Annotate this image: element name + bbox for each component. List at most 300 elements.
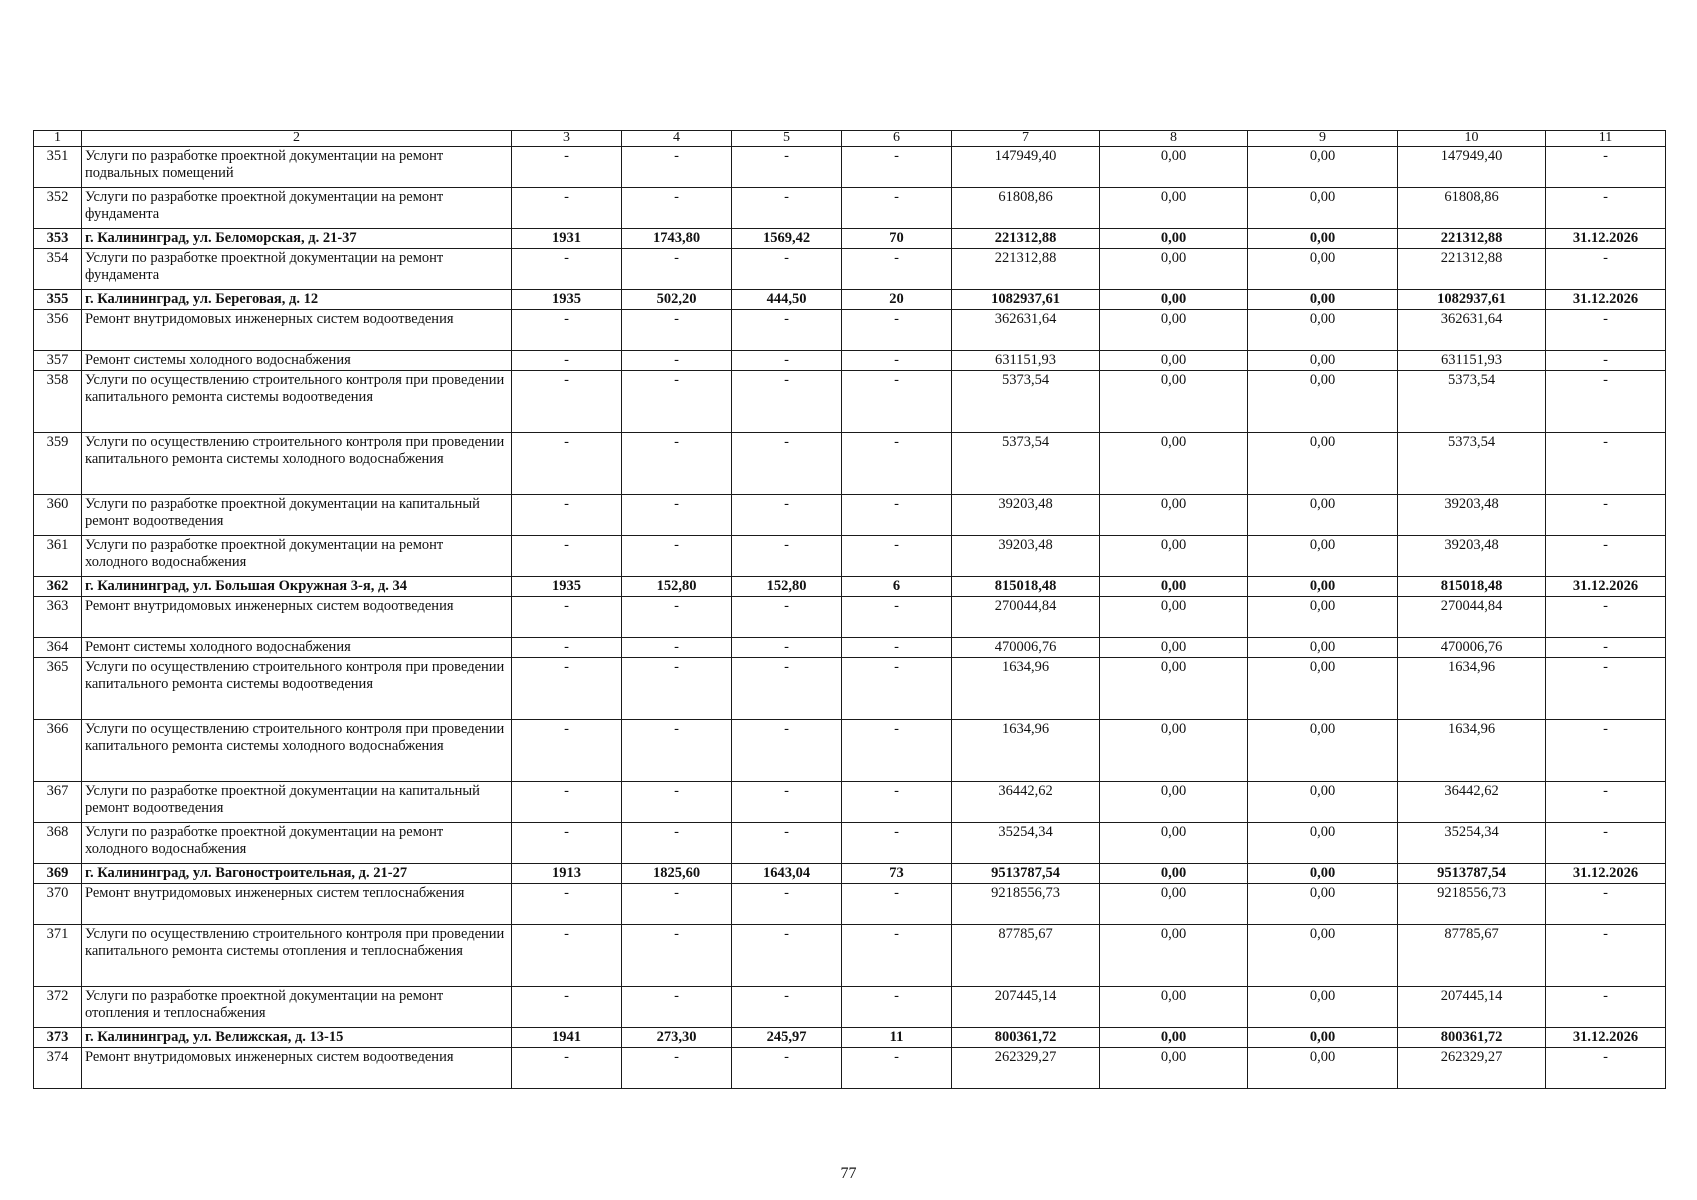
cell-owner-cost: 39203,48: [1398, 495, 1546, 536]
table-row: [34, 351, 1666, 371]
address-row: [34, 290, 1666, 310]
cell-total-cost: 87785,67: [952, 925, 1100, 987]
cell-year: -: [512, 925, 622, 987]
cell-owner-cost: 1634,96: [1398, 720, 1546, 782]
cell-budget-cost: 0,00: [1248, 290, 1398, 310]
table-row: [34, 536, 1666, 577]
cell-total-cost: 1634,96: [952, 720, 1100, 782]
cell-fund-cost: 0,00: [1100, 720, 1248, 782]
cell-year: -: [512, 147, 622, 188]
cell-row-number: 352: [34, 188, 82, 229]
address-row: [34, 229, 1666, 249]
cell-year: 1931: [512, 229, 622, 249]
cell-area-total: 502,20: [622, 290, 732, 310]
cell-description: г. Калининград, ул. Беломорская, д. 21-37: [82, 229, 512, 249]
cell-residents: 11: [842, 1028, 952, 1048]
cell-fund-cost: 0,00: [1100, 1048, 1248, 1089]
cell-budget-cost: 0,00: [1248, 351, 1398, 371]
cell-completion-date: -: [1546, 823, 1666, 864]
cell-owner-cost: 362631,64: [1398, 310, 1546, 351]
cell-row-number: 367: [34, 782, 82, 823]
cell-residents: 20: [842, 290, 952, 310]
cell-description: Услуги по осуществлению строительного контроля при проведении капитального ремонта системы водоотведения: [82, 658, 512, 720]
cell-row-number: 362: [34, 577, 82, 597]
cell-fund-cost: 0,00: [1100, 987, 1248, 1028]
cell-budget-cost: 0,00: [1248, 229, 1398, 249]
cell-area-total: 1825,60: [622, 864, 732, 884]
cell-completion-date: 31.12.2026: [1546, 577, 1666, 597]
cell-area-living: -: [732, 371, 842, 433]
cell-area-total: -: [622, 495, 732, 536]
cell-fund-cost: 0,00: [1100, 310, 1248, 351]
cell-owner-cost: 631151,93: [1398, 351, 1546, 371]
cell-area-living: -: [732, 658, 842, 720]
cell-completion-date: 31.12.2026: [1546, 1028, 1666, 1048]
column-header-4: 4: [622, 131, 732, 147]
table-row: [34, 823, 1666, 864]
cell-owner-cost: 147949,40: [1398, 147, 1546, 188]
cell-fund-cost: 0,00: [1100, 638, 1248, 658]
cell-residents: -: [842, 658, 952, 720]
cell-area-total: -: [622, 310, 732, 351]
cell-description: Ремонт системы холодного водоснабжения: [82, 638, 512, 658]
cell-area-total: -: [622, 638, 732, 658]
cell-budget-cost: 0,00: [1248, 597, 1398, 638]
table-row: [34, 987, 1666, 1028]
cell-budget-cost: 0,00: [1248, 1048, 1398, 1089]
header-row: [34, 131, 1666, 147]
cell-completion-date: -: [1546, 782, 1666, 823]
cell-owner-cost: 36442,62: [1398, 782, 1546, 823]
cell-total-cost: 221312,88: [952, 229, 1100, 249]
cell-residents: -: [842, 433, 952, 495]
cell-area-living: -: [732, 536, 842, 577]
cell-area-total: -: [622, 1048, 732, 1089]
cell-budget-cost: 0,00: [1248, 310, 1398, 351]
cell-row-number: 368: [34, 823, 82, 864]
cell-completion-date: -: [1546, 249, 1666, 290]
table-row: [34, 188, 1666, 229]
column-header-3: 3: [512, 131, 622, 147]
cell-budget-cost: 0,00: [1248, 987, 1398, 1028]
column-header-6: 6: [842, 131, 952, 147]
table-row: [34, 925, 1666, 987]
cell-completion-date: -: [1546, 371, 1666, 433]
cell-area-total: -: [622, 147, 732, 188]
cell-description: Ремонт внутридомовых инженерных систем теплоснабжения: [82, 884, 512, 925]
cell-year: -: [512, 884, 622, 925]
table-row: [34, 884, 1666, 925]
cell-fund-cost: 0,00: [1100, 577, 1248, 597]
cell-owner-cost: 470006,76: [1398, 638, 1546, 658]
cell-fund-cost: 0,00: [1100, 371, 1248, 433]
cell-area-total: -: [622, 433, 732, 495]
cell-area-living: -: [732, 884, 842, 925]
cell-residents: -: [842, 371, 952, 433]
cell-row-number: 358: [34, 371, 82, 433]
table-row: [34, 433, 1666, 495]
cell-description: Услуги по разработке проектной документации на ремонт фундамента: [82, 188, 512, 229]
table-row: [34, 249, 1666, 290]
table-row: [34, 1048, 1666, 1089]
cell-area-living: -: [732, 495, 842, 536]
table-row: [34, 720, 1666, 782]
column-header-7: 7: [952, 131, 1100, 147]
cell-row-number: 357: [34, 351, 82, 371]
cell-year: 1913: [512, 864, 622, 884]
cell-fund-cost: 0,00: [1100, 823, 1248, 864]
cell-total-cost: 39203,48: [952, 495, 1100, 536]
cell-description: Услуги по разработке проектной документации на ремонт отопления и теплоснабжения: [82, 987, 512, 1028]
cell-description: Услуги по разработке проектной документации на капитальный ремонт водоотведения: [82, 495, 512, 536]
cell-completion-date: -: [1546, 147, 1666, 188]
cell-residents: -: [842, 884, 952, 925]
cell-area-total: -: [622, 987, 732, 1028]
cell-area-living: -: [732, 310, 842, 351]
cell-area-living: -: [732, 925, 842, 987]
cell-area-living: -: [732, 823, 842, 864]
cell-year: -: [512, 597, 622, 638]
cell-budget-cost: 0,00: [1248, 884, 1398, 925]
cell-owner-cost: 221312,88: [1398, 249, 1546, 290]
cell-description: Ремонт внутридомовых инженерных систем водоотведения: [82, 597, 512, 638]
cell-completion-date: -: [1546, 1048, 1666, 1089]
table-row: [34, 658, 1666, 720]
cell-owner-cost: 5373,54: [1398, 433, 1546, 495]
cell-owner-cost: 9218556,73: [1398, 884, 1546, 925]
cell-completion-date: -: [1546, 597, 1666, 638]
cell-area-living: 245,97: [732, 1028, 842, 1048]
cell-total-cost: 207445,14: [952, 987, 1100, 1028]
cell-area-total: -: [622, 658, 732, 720]
cell-fund-cost: 0,00: [1100, 495, 1248, 536]
cell-row-number: 373: [34, 1028, 82, 1048]
cell-residents: -: [842, 1048, 952, 1089]
cell-residents: -: [842, 351, 952, 371]
cell-year: 1941: [512, 1028, 622, 1048]
address-row: [34, 1028, 1666, 1048]
column-header-5: 5: [732, 131, 842, 147]
cell-year: -: [512, 638, 622, 658]
cell-area-living: 1643,04: [732, 864, 842, 884]
cell-budget-cost: 0,00: [1248, 720, 1398, 782]
cell-area-living: -: [732, 1048, 842, 1089]
cell-fund-cost: 0,00: [1100, 147, 1248, 188]
table-body: [34, 147, 1666, 1089]
cell-row-number: 354: [34, 249, 82, 290]
cell-budget-cost: 0,00: [1248, 864, 1398, 884]
table-row: [34, 495, 1666, 536]
cell-owner-cost: 1634,96: [1398, 658, 1546, 720]
cell-completion-date: 31.12.2026: [1546, 290, 1666, 310]
cell-total-cost: 39203,48: [952, 536, 1100, 577]
cell-owner-cost: 207445,14: [1398, 987, 1546, 1028]
cell-residents: 6: [842, 577, 952, 597]
cell-year: -: [512, 433, 622, 495]
cell-total-cost: 470006,76: [952, 638, 1100, 658]
cell-residents: -: [842, 597, 952, 638]
cell-budget-cost: 0,00: [1248, 925, 1398, 987]
cell-completion-date: -: [1546, 638, 1666, 658]
cell-area-living: -: [732, 188, 842, 229]
cell-area-living: -: [732, 147, 842, 188]
cell-total-cost: 61808,86: [952, 188, 1100, 229]
cell-area-total: -: [622, 782, 732, 823]
cell-fund-cost: 0,00: [1100, 351, 1248, 371]
cell-area-living: -: [732, 597, 842, 638]
cell-row-number: 351: [34, 147, 82, 188]
cell-completion-date: -: [1546, 884, 1666, 925]
cell-fund-cost: 0,00: [1100, 290, 1248, 310]
cell-row-number: 372: [34, 987, 82, 1028]
cell-row-number: 370: [34, 884, 82, 925]
cell-fund-cost: 0,00: [1100, 782, 1248, 823]
cell-owner-cost: 1082937,61: [1398, 290, 1546, 310]
cell-area-living: -: [732, 782, 842, 823]
cell-residents: -: [842, 925, 952, 987]
cell-owner-cost: 39203,48: [1398, 536, 1546, 577]
cell-year: -: [512, 495, 622, 536]
cell-residents: -: [842, 823, 952, 864]
cell-area-total: -: [622, 371, 732, 433]
cell-total-cost: 270044,84: [952, 597, 1100, 638]
cell-row-number: 356: [34, 310, 82, 351]
register-table: [33, 130, 1666, 1089]
cell-budget-cost: 0,00: [1248, 188, 1398, 229]
cell-owner-cost: 221312,88: [1398, 229, 1546, 249]
cell-row-number: 355: [34, 290, 82, 310]
cell-year: -: [512, 1048, 622, 1089]
cell-year: -: [512, 249, 622, 290]
cell-completion-date: -: [1546, 495, 1666, 536]
cell-completion-date: -: [1546, 536, 1666, 577]
table-row: [34, 638, 1666, 658]
cell-completion-date: -: [1546, 188, 1666, 229]
cell-description: Услуги по осуществлению строительного контроля при проведении капитального ремонта системы холодного водоснабжения: [82, 433, 512, 495]
cell-row-number: 366: [34, 720, 82, 782]
cell-area-living: -: [732, 351, 842, 371]
cell-owner-cost: 87785,67: [1398, 925, 1546, 987]
cell-residents: 70: [842, 229, 952, 249]
address-row: [34, 864, 1666, 884]
cell-total-cost: 36442,62: [952, 782, 1100, 823]
cell-residents: -: [842, 720, 952, 782]
cell-budget-cost: 0,00: [1248, 433, 1398, 495]
cell-budget-cost: 0,00: [1248, 658, 1398, 720]
cell-residents: -: [842, 536, 952, 577]
cell-owner-cost: 262329,27: [1398, 1048, 1546, 1089]
cell-owner-cost: 9513787,54: [1398, 864, 1546, 884]
cell-completion-date: -: [1546, 310, 1666, 351]
column-header-9: 9: [1248, 131, 1398, 147]
cell-year: 1935: [512, 577, 622, 597]
cell-total-cost: 5373,54: [952, 371, 1100, 433]
table-row: [34, 371, 1666, 433]
cell-description: г. Калининград, ул. Большая Окружная 3-я, д. 34: [82, 577, 512, 597]
cell-area-total: -: [622, 884, 732, 925]
cell-area-total: 273,30: [622, 1028, 732, 1048]
cell-area-total: -: [622, 823, 732, 864]
cell-residents: -: [842, 310, 952, 351]
cell-budget-cost: 0,00: [1248, 823, 1398, 864]
table-row: [34, 310, 1666, 351]
cell-budget-cost: 0,00: [1248, 495, 1398, 536]
cell-residents: -: [842, 782, 952, 823]
cell-completion-date: -: [1546, 433, 1666, 495]
cell-area-living: -: [732, 433, 842, 495]
cell-total-cost: 800361,72: [952, 1028, 1100, 1048]
cell-completion-date: -: [1546, 658, 1666, 720]
cell-row-number: 359: [34, 433, 82, 495]
cell-description: Услуги по осуществлению строительного контроля при проведении капитального ремонта системы водоотведения: [82, 371, 512, 433]
cell-completion-date: 31.12.2026: [1546, 229, 1666, 249]
cell-year: -: [512, 188, 622, 229]
table-row: [34, 147, 1666, 188]
cell-area-total: -: [622, 188, 732, 229]
cell-area-total: -: [622, 597, 732, 638]
cell-area-living: -: [732, 720, 842, 782]
cell-residents: -: [842, 638, 952, 658]
cell-fund-cost: 0,00: [1100, 864, 1248, 884]
cell-year: -: [512, 987, 622, 1028]
cell-residents: -: [842, 147, 952, 188]
cell-total-cost: 5373,54: [952, 433, 1100, 495]
cell-fund-cost: 0,00: [1100, 884, 1248, 925]
cell-row-number: 361: [34, 536, 82, 577]
cell-total-cost: 262329,27: [952, 1048, 1100, 1089]
cell-year: -: [512, 823, 622, 864]
cell-description: Ремонт внутридомовых инженерных систем водоотведения: [82, 1048, 512, 1089]
cell-area-living: 1569,42: [732, 229, 842, 249]
cell-fund-cost: 0,00: [1100, 1028, 1248, 1048]
cell-completion-date: -: [1546, 351, 1666, 371]
column-header-10: 10: [1398, 131, 1546, 147]
cell-completion-date: 31.12.2026: [1546, 864, 1666, 884]
cell-total-cost: 815018,48: [952, 577, 1100, 597]
cell-year: -: [512, 782, 622, 823]
address-row: [34, 577, 1666, 597]
cell-budget-cost: 0,00: [1248, 371, 1398, 433]
column-header-2: 2: [82, 131, 512, 147]
table-header: [34, 131, 1666, 147]
cell-total-cost: 631151,93: [952, 351, 1100, 371]
cell-budget-cost: 0,00: [1248, 147, 1398, 188]
cell-area-total: -: [622, 249, 732, 290]
cell-row-number: 360: [34, 495, 82, 536]
cell-area-living: 152,80: [732, 577, 842, 597]
cell-budget-cost: 0,00: [1248, 577, 1398, 597]
cell-description: Услуги по разработке проектной документации на ремонт подвальных помещений: [82, 147, 512, 188]
cell-total-cost: 35254,34: [952, 823, 1100, 864]
cell-total-cost: 362631,64: [952, 310, 1100, 351]
cell-total-cost: 1082937,61: [952, 290, 1100, 310]
column-header-8: 8: [1100, 131, 1248, 147]
table-row: [34, 782, 1666, 823]
cell-budget-cost: 0,00: [1248, 536, 1398, 577]
cell-description: г. Калининград, ул. Береговая, д. 12: [82, 290, 512, 310]
cell-fund-cost: 0,00: [1100, 597, 1248, 638]
cell-row-number: 369: [34, 864, 82, 884]
cell-area-total: 152,80: [622, 577, 732, 597]
cell-year: -: [512, 536, 622, 577]
cell-owner-cost: 5373,54: [1398, 371, 1546, 433]
cell-description: Ремонт внутридомовых инженерных систем водоотведения: [82, 310, 512, 351]
cell-fund-cost: 0,00: [1100, 188, 1248, 229]
cell-residents: -: [842, 987, 952, 1028]
cell-area-living: -: [732, 987, 842, 1028]
cell-owner-cost: 800361,72: [1398, 1028, 1546, 1048]
cell-owner-cost: 35254,34: [1398, 823, 1546, 864]
cell-owner-cost: 61808,86: [1398, 188, 1546, 229]
cell-area-total: -: [622, 925, 732, 987]
cell-owner-cost: 270044,84: [1398, 597, 1546, 638]
cell-row-number: 364: [34, 638, 82, 658]
cell-area-living: -: [732, 638, 842, 658]
cell-completion-date: -: [1546, 987, 1666, 1028]
cell-description: Услуги по разработке проектной документации на ремонт холодного водоснабжения: [82, 536, 512, 577]
cell-year: -: [512, 658, 622, 720]
cell-fund-cost: 0,00: [1100, 536, 1248, 577]
cell-row-number: 363: [34, 597, 82, 638]
cell-owner-cost: 815018,48: [1398, 577, 1546, 597]
cell-row-number: 374: [34, 1048, 82, 1089]
cell-row-number: 365: [34, 658, 82, 720]
cell-residents: -: [842, 188, 952, 229]
cell-fund-cost: 0,00: [1100, 249, 1248, 290]
table-row: [34, 597, 1666, 638]
cell-description: г. Калининград, ул. Вагоностроительная, д. 21-27: [82, 864, 512, 884]
cell-budget-cost: 0,00: [1248, 782, 1398, 823]
cell-area-living: -: [732, 249, 842, 290]
cell-budget-cost: 0,00: [1248, 1028, 1398, 1048]
cell-completion-date: -: [1546, 720, 1666, 782]
cell-budget-cost: 0,00: [1248, 249, 1398, 290]
cell-row-number: 371: [34, 925, 82, 987]
cell-total-cost: 9513787,54: [952, 864, 1100, 884]
cell-description: Услуги по разработке проектной документации на капитальный ремонт водоотведения: [82, 782, 512, 823]
cell-area-total: -: [622, 351, 732, 371]
cell-year: -: [512, 351, 622, 371]
cell-total-cost: 147949,40: [952, 147, 1100, 188]
cell-completion-date: -: [1546, 925, 1666, 987]
cell-area-living: 444,50: [732, 290, 842, 310]
page-number: 77: [840, 1165, 857, 1182]
cell-budget-cost: 0,00: [1248, 638, 1398, 658]
cell-description: Услуги по разработке проектной документации на ремонт холодного водоснабжения: [82, 823, 512, 864]
cell-residents: 73: [842, 864, 952, 884]
cell-year: 1935: [512, 290, 622, 310]
cell-description: Ремонт системы холодного водоснабжения: [82, 351, 512, 371]
cell-description: Услуги по разработке проектной документации на ремонт фундамента: [82, 249, 512, 290]
cell-description: Услуги по осуществлению строительного контроля при проведении капитального ремонта системы отопления и теплоснабжения: [82, 925, 512, 987]
cell-description: г. Калининград, ул. Велижская, д. 13-15: [82, 1028, 512, 1048]
column-header-1: 1: [34, 131, 82, 147]
cell-fund-cost: 0,00: [1100, 925, 1248, 987]
cell-total-cost: 221312,88: [952, 249, 1100, 290]
cell-total-cost: 1634,96: [952, 658, 1100, 720]
cell-residents: -: [842, 495, 952, 536]
cell-area-total: -: [622, 720, 732, 782]
cell-fund-cost: 0,00: [1100, 229, 1248, 249]
cell-fund-cost: 0,00: [1100, 433, 1248, 495]
cell-area-total: -: [622, 536, 732, 577]
cell-year: -: [512, 310, 622, 351]
cell-area-total: 1743,80: [622, 229, 732, 249]
cell-year: -: [512, 720, 622, 782]
cell-year: -: [512, 371, 622, 433]
column-header-11: 11: [1546, 131, 1666, 147]
cell-fund-cost: 0,00: [1100, 658, 1248, 720]
